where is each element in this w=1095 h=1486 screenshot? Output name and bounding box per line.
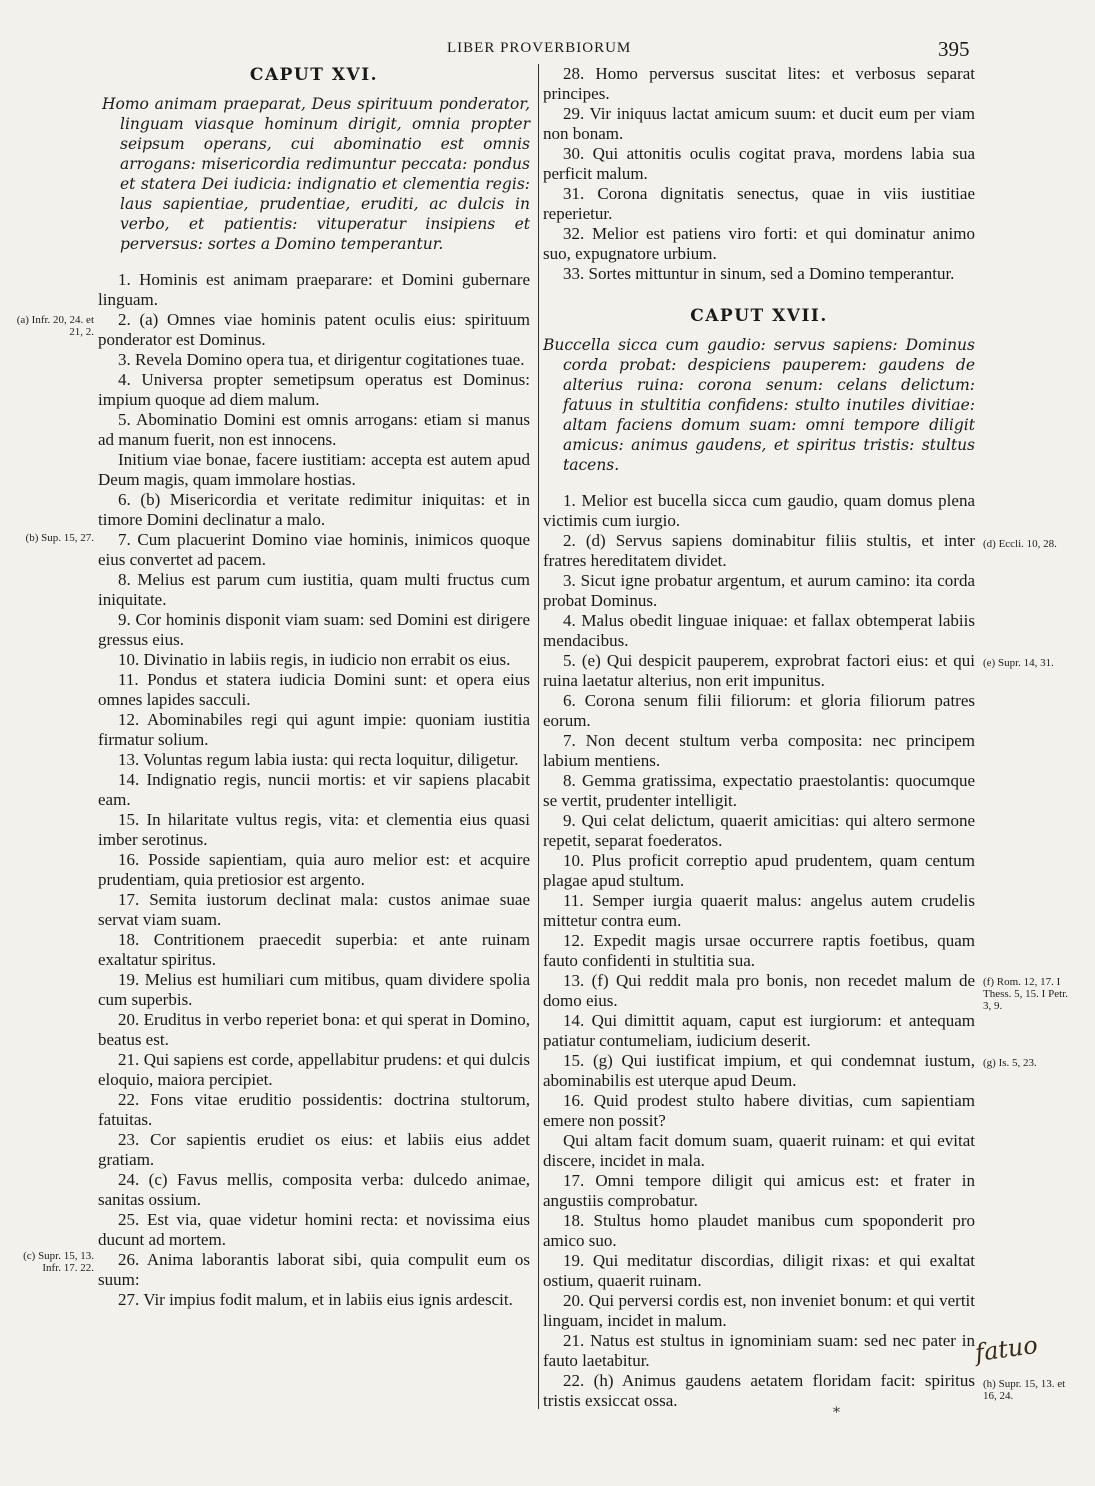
verse: 7. Cum placuerint Domino viae hominis, inimicos quoque eius convertet ad pacem. xyxy=(98,530,530,569)
verse: 31. Corona dignitatis senectus, quae in viis iustitiae reperietur. xyxy=(543,184,975,223)
margin-note-g: (g) Is. 5, 23. xyxy=(983,1057,1037,1069)
verse: 29. Vir iniquus lactat amicum suum: et ducit eum per viam non bonam. xyxy=(543,104,975,143)
verse: 17. Omni tempore diligit qui amicus est: et frater in angustiis comprobatur. xyxy=(543,1171,975,1210)
verse: 19. Qui meditatur discordias, diligit rixas: et qui exaltat ostium, quaerit ruinam. xyxy=(543,1251,975,1290)
chapter-block-xvii xyxy=(543,306,975,1411)
verse: 6. Corona senum filii filiorum: et gloria filiorum patres eorum. xyxy=(543,691,975,730)
verse: 10. Divinatio in labiis regis, in iudicio non errabit os eius. xyxy=(118,650,511,669)
margin-note-c: (c) Supr. 15, 13. Infr. 17. 22. xyxy=(23,1250,94,1274)
chapter-title-xvi: CAPUT XVI. xyxy=(249,65,379,85)
chapter-summary-xvii: Buccella sicca cum gaudio: servus sapiens: Dominus corda probat: despiciens pauperem: gaudens de alterius ruina: corona senum: celans delictum: fatuus in stultitia confidens: stulto inutiles divitiae: altam faciens domum suam: omni tempore diligit amicus: animus gaudens, et spiritus tristis: stultus tacens. xyxy=(543,336,975,474)
verse: 27. Vir impius fodit malum, et in labiis eius ignis ardescit. xyxy=(118,1290,513,1309)
verse: Qui altam facit domum suam, quaerit ruinam: et qui evitat discere, incidet in mala. xyxy=(543,1131,975,1170)
verse: 18. Stultus homo plaudet manibus cum spoponderit pro amico suo. xyxy=(543,1211,975,1250)
right-column xyxy=(543,64,975,1411)
margin-note-f: (f) Rom. 12, 17. I Thess. 5, 15. I Petr. 3, 9. xyxy=(983,976,1068,1012)
verse: 10. Plus proficit correptio apud prudentem, quam centum plagae apud stultum. xyxy=(543,851,975,890)
verse: 21. Qui sapiens est corde, appellabitur prudens: et qui dulcis eloquio, maiora percipiet. xyxy=(98,1050,530,1089)
verse: 11. Pondus et statera iudicia Domini sunt: et opera eius omnes lapides sacculi. xyxy=(98,670,530,709)
verse: 4. Malus obedit linguae iniquae: et fallax obtemperat labiis mendacibus. xyxy=(543,611,975,650)
verse: 8. Melius est parum cum iustitia, quam multi fructus cum iniquitate. xyxy=(98,570,530,609)
verse: 18. Contritionem praecedit superbia: et ante ruinam exaltatur spiritus. xyxy=(98,930,530,969)
verse: 9. Cor hominis disponit viam suam: sed Domini est dirigere gressus eius. xyxy=(98,610,530,649)
verse: 22. Fons vitae eruditio possidentis: doctrina stultorum, fatuitas. xyxy=(98,1090,530,1129)
verse: 26. Anima laborantis laborat sibi, quia compulit eum os suum: xyxy=(98,1250,530,1289)
verse: 14. Indignatio regis, nuncii mortis: et vir sapiens placabit eam. xyxy=(98,770,530,809)
handwritten-annotation: fatuo xyxy=(973,1330,1040,1368)
verse: 6. (b) Misericordia et veritate redimitur iniquitas: et in timore Domini declinatur a malo. xyxy=(98,490,530,529)
footer-asterisk: * xyxy=(833,1405,840,1421)
verse: 25. Est via, quae videtur homini recta: et novissima eius ducunt ad mortem. xyxy=(98,1210,530,1249)
verse: 20. Eruditus in verbo reperiet bona: et qui sperat in Domino, beatus est. xyxy=(98,1010,530,1049)
verse: 13. (f) Qui reddit mala pro bonis, non recedet malum de domo eius. xyxy=(543,971,975,1010)
verse: 7. Non decent stultum verba composita: nec principem labium mentiens. xyxy=(543,731,975,770)
verse: 30. Qui attonitis oculis cogitat prava, mordens labia sua perficit malum. xyxy=(543,144,975,183)
verse: 1. Hominis est animam praeparare: et Domini gubernare linguam. xyxy=(98,270,530,309)
verse: 16. Quid prodest stulto habere divitias, cum sapientiam emere non possit? xyxy=(543,1091,975,1130)
running-title: LIBER PROVERBIORUM xyxy=(447,40,632,56)
margin-note-e: (e) Supr. 14, 31. xyxy=(983,657,1054,669)
verse: 4. Universa propter semetipsum operatus est Dominus: impium quoque ad diem malum. xyxy=(98,370,530,409)
margin-note-a: (a) Infr. 20, 24. et 21, 2. xyxy=(16,314,94,338)
verse: 22. (h) Animus gaudens aetatem floridam facit: spiritus tristis exsiccat ossa. xyxy=(543,1371,975,1410)
page-number: 395 xyxy=(938,37,970,61)
verse: 19. Melius est humiliari cum mitibus, quam dividere spolia cum superbis. xyxy=(98,970,530,1009)
verse: 21. Natus est stultus in ignominiam suam: sed nec pater in fauto laetabitur. xyxy=(543,1331,975,1370)
verse: 17. Semita iustorum declinat mala: custos animae suae servat viam suam. xyxy=(98,890,530,929)
verse: 23. Cor sapientis erudiet os eius: et labiis eius addet gratiam. xyxy=(98,1130,530,1169)
left-column xyxy=(98,64,530,1310)
chapter-summary-xvi: Homo animam praeparat, Deus spirituum ponderator, linguam viasque hominum dirigit, omnia propter seipsum operans, cui abominatio est omnis arrogans: misericordia redimuntur peccata: pondus et statera Dei iudicia: indignatio et clementia regis: laus sapientiae, prudentiae, eruditi, ac dulcis in verbo, et patientis: vituperatur insipiens et perversus: sortes a Domino temperantur. xyxy=(102,95,530,253)
verse: 8. Gemma gratissima, expectatio praestolantis: quocumque se vertit, prudenter intelligit. xyxy=(543,771,975,810)
verse: 12. Expedit magis ursae occurrere raptis foetibus, quam fauto confidenti in stultitia sua. xyxy=(543,931,975,970)
verse: 5. (e) Qui despicit pauperem, exprobrat factori eius: et qui ruina laetatur alterius, non erit impunitus. xyxy=(543,651,975,690)
verse: 3. Revela Domino opera tua, et dirigentur cogitationes tuae. xyxy=(118,350,525,369)
verse: 33. Sortes mittuntur in sinum, sed a Domino temperantur. xyxy=(563,264,955,283)
verse: 15. In hilaritate vultus regis, vita: et clementia eius quasi imber serotinus. xyxy=(98,810,530,849)
verse: 15. (g) Qui iustificat impium, et qui condemnat iustum, abominabilis est uterque apud Deum. xyxy=(543,1051,975,1090)
margin-note-h: (h) Supr. 15, 13. et 16, 24. xyxy=(983,1378,1066,1402)
verse: 20. Qui perversi cordis est, non inveniet bonum: et qui vertit linguam, incidet in malum. xyxy=(543,1291,975,1330)
verse: 24. (c) Favus mellis, composita verba: dulcedo animae, sanitas ossium. xyxy=(98,1170,530,1209)
chapter-title-xvii: CAPUT XVII. xyxy=(690,306,828,326)
column-divider xyxy=(538,64,539,1409)
margin-note-d: (d) Eccli. 10, 28. xyxy=(983,538,1057,550)
verse: 12. Abominabiles regi qui agunt impie: quoniam iustitia firmatur solium. xyxy=(98,710,530,749)
margin-note-b: (b) Sup. 15, 27. xyxy=(25,532,94,544)
verse: 11. Semper iurgia quaerit malus: angelus autem crudelis mittetur contra eum. xyxy=(543,891,975,930)
verse: 5. Abominatio Domini est omnis arrogans: etiam si manus ad manum fuerit, non est innocens. xyxy=(98,410,530,449)
verse: 2. (d) Servus sapiens dominabitur filiis stultis, et inter fratres hereditatem dividet. xyxy=(543,531,975,570)
verse: 1. Melior est bucella sicca cum gaudio, quam domus plena victimis cum iurgio. xyxy=(543,491,975,530)
verse: 3. Sicut igne probatur argentum, et aurum camino: ita corda probat Dominus. xyxy=(543,571,975,610)
verse: 13. Voluntas regum labia iusta: qui recta loquitur, diligetur. xyxy=(118,750,519,769)
verse: 9. Qui celat delictum, quaerit amicitias: qui altero sermone repetit, separat foederatos. xyxy=(543,811,975,850)
verse: 2. (a) Omnes viae hominis patent oculis eius: spirituum ponderator est Dominus. xyxy=(98,310,530,349)
verse: 32. Melior est patiens viro forti: et qui dominatur animo suo, expugnatore urbium. xyxy=(543,224,975,263)
verse: Initium viae bonae, facere iustitiam: accepta est autem apud Deum magis, quam immolare hostias. xyxy=(98,450,530,489)
verse: 16. Posside sapientiam, quia auro melior est: et acquire prudentiam, quia pretiosior est argento. xyxy=(98,850,530,889)
verse: 28. Homo perversus suscitat lites: et verbosus separat principes. xyxy=(543,64,975,103)
verse: 14. Qui dimittit aquam, caput est iurgiorum: et antequam patiatur contumeliam, iudicium deserit. xyxy=(543,1011,975,1050)
